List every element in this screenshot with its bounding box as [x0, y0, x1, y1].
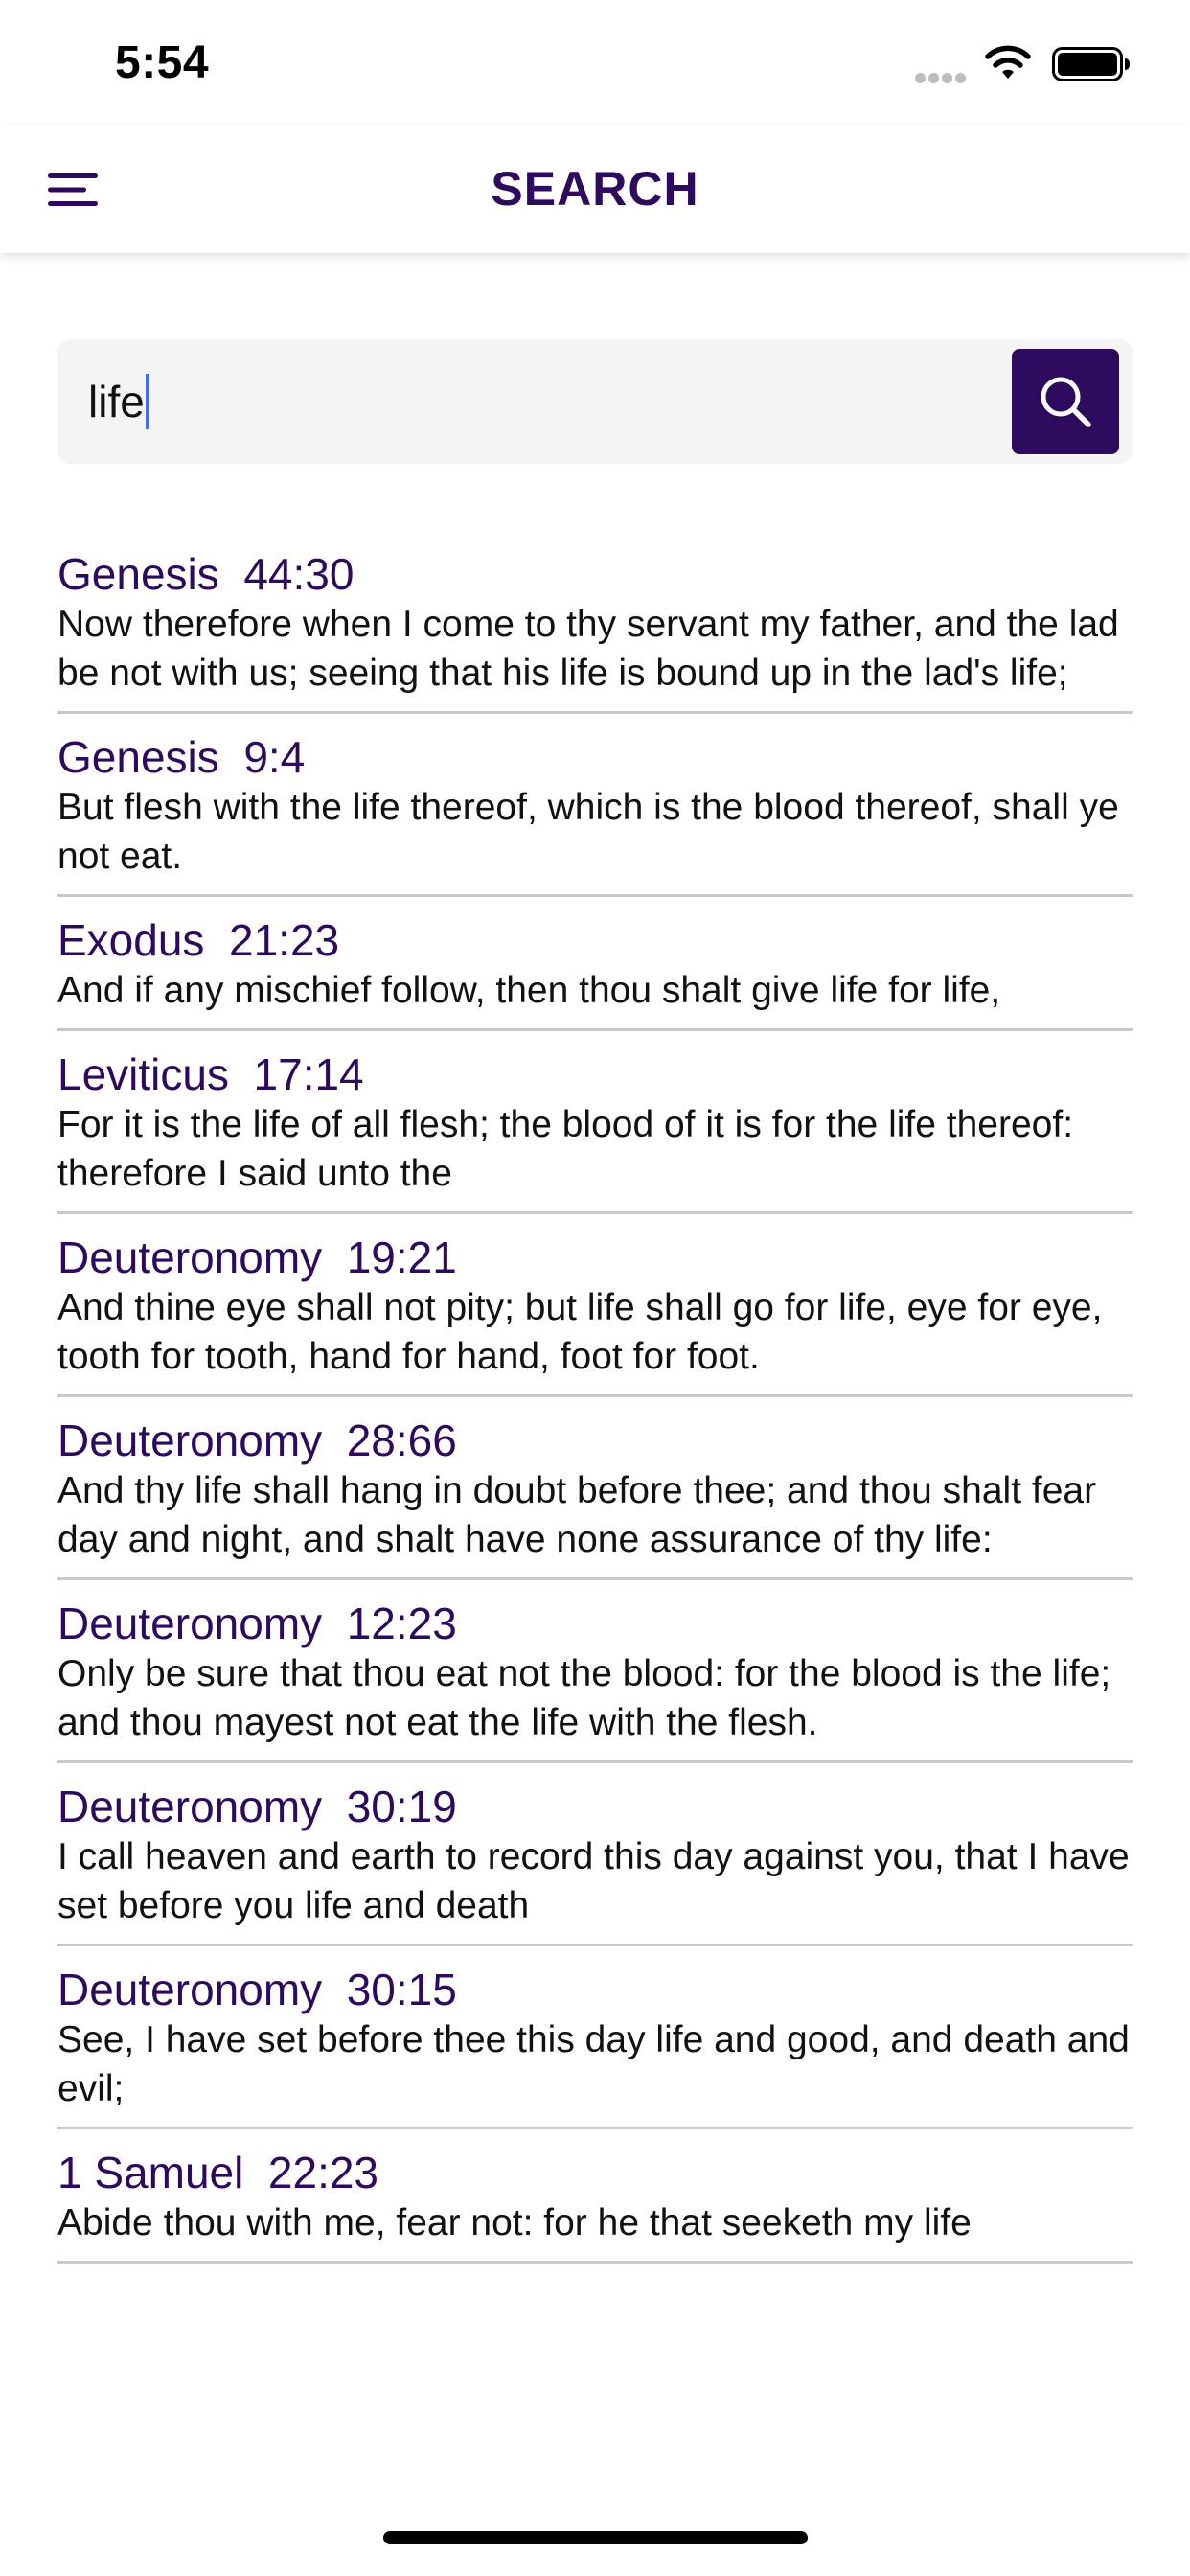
result-book: Deuteronomy: [57, 1598, 323, 1648]
result-reference: [57, 1414, 1133, 1466]
result-verse-text: For it is the life of all flesh; the blood of it is for the life thereof: therefore I said unto the: [57, 1104, 1074, 1194]
hamburger-menu-icon: [46, 171, 102, 209]
cellular-signal-icon: [915, 71, 971, 82]
result-verse-text: And thine eye shall not pity; but life shall go for life, eye for eye, tooth for tooth, hand for hand, foot for foot.: [57, 1287, 1103, 1377]
result-item[interactable]: [57, 1580, 1133, 1763]
result-chapter-verse: 28:66: [346, 1415, 457, 1465]
result-chapter-verse: 30:19: [346, 1782, 457, 1831]
result-reference: [57, 1231, 1133, 1283]
battery-icon: [1052, 47, 1131, 81]
nav-bar: [0, 125, 1190, 253]
result-item[interactable]: [57, 1946, 1133, 2129]
result-verse-text: But flesh with the life thereof, which is the blood thereof, shall ye not eat.: [57, 787, 1119, 877]
result-verse-text: See, I have set before thee this day life and good, and death and evil;: [57, 2019, 1130, 2109]
result-book: Genesis: [57, 549, 219, 599]
result-reference: [57, 1598, 1133, 1649]
result-verse-text: Only be sure that thou eat not the blood: for the blood is the life; and thou mayest not eat the life with the flesh.: [57, 1653, 1111, 1743]
search-bar: [57, 339, 1133, 464]
result-chapter-verse: 9:4: [243, 732, 306, 782]
result-chapter-verse: 12:23: [346, 1598, 457, 1648]
status-time: 5:54: [115, 37, 210, 88]
result-item[interactable]: [57, 1031, 1133, 1214]
search-input[interactable]: [88, 339, 149, 464]
result-reference: [57, 914, 1133, 966]
search-query-text: life: [88, 377, 145, 426]
result-item[interactable]: [57, 897, 1133, 1031]
text-caret: [146, 374, 149, 429]
result-chapter-verse: 17:14: [253, 1049, 364, 1099]
result-book: Deuteronomy: [57, 1965, 323, 2014]
result-verse-text: I call heaven and earth to record this day against you, that I have set before you life and death: [57, 1836, 1130, 1926]
result-book: Deuteronomy: [57, 1232, 323, 1282]
result-chapter-verse: 22:23: [267, 2148, 379, 2197]
home-indicator[interactable]: [383, 2531, 808, 2544]
result-reference: [57, 1964, 1133, 2015]
result-item[interactable]: [57, 1214, 1133, 1397]
result-verse-text: Abide thou with me, fear not: for he that seeketh my life: [57, 2202, 972, 2243]
wifi-icon: [984, 44, 1032, 82]
result-book: Genesis: [57, 732, 219, 782]
result-item[interactable]: [57, 1763, 1133, 1946]
search-button[interactable]: [1012, 349, 1119, 454]
result-book: Exodus: [57, 915, 205, 965]
search-icon: [1035, 371, 1096, 432]
result-verse-text: And thy life shall hang in doubt before thee; and thou shalt fear day and night, and shalt have none assurance of thy life:: [57, 1470, 1097, 1560]
result-reference: [57, 2147, 1133, 2198]
result-reference: [57, 1048, 1133, 1100]
result-book: Deuteronomy: [57, 1782, 323, 1831]
result-chapter-verse: 44:30: [243, 549, 355, 599]
result-reference: [57, 731, 1133, 783]
result-item[interactable]: [57, 2129, 1133, 2264]
result-chapter-verse: 30:15: [346, 1965, 457, 2014]
result-book: Leviticus: [57, 1049, 229, 1099]
result-reference: [57, 1781, 1133, 1832]
result-chapter-verse: 21:23: [229, 915, 340, 965]
menu-button[interactable]: [38, 163, 109, 217]
result-book: 1 Samuel: [57, 2148, 244, 2197]
result-item[interactable]: [57, 714, 1133, 897]
result-verse-text: And if any mischief follow, then thou shalt give life for life,: [57, 970, 1001, 1011]
result-chapter-verse: 19:21: [346, 1232, 457, 1282]
result-verse-text: Now therefore when I come to thy servant my father, and the lad be not with us; seeing that his life is bound up in the lad's life;: [57, 604, 1119, 694]
result-reference: [57, 548, 1133, 600]
page-title: SEARCH: [491, 162, 699, 216]
status-bar: [0, 0, 1190, 125]
results-list: [57, 537, 1133, 2468]
result-item[interactable]: [57, 1397, 1133, 1580]
result-book: Deuteronomy: [57, 1415, 323, 1465]
result-item[interactable]: [57, 537, 1133, 714]
